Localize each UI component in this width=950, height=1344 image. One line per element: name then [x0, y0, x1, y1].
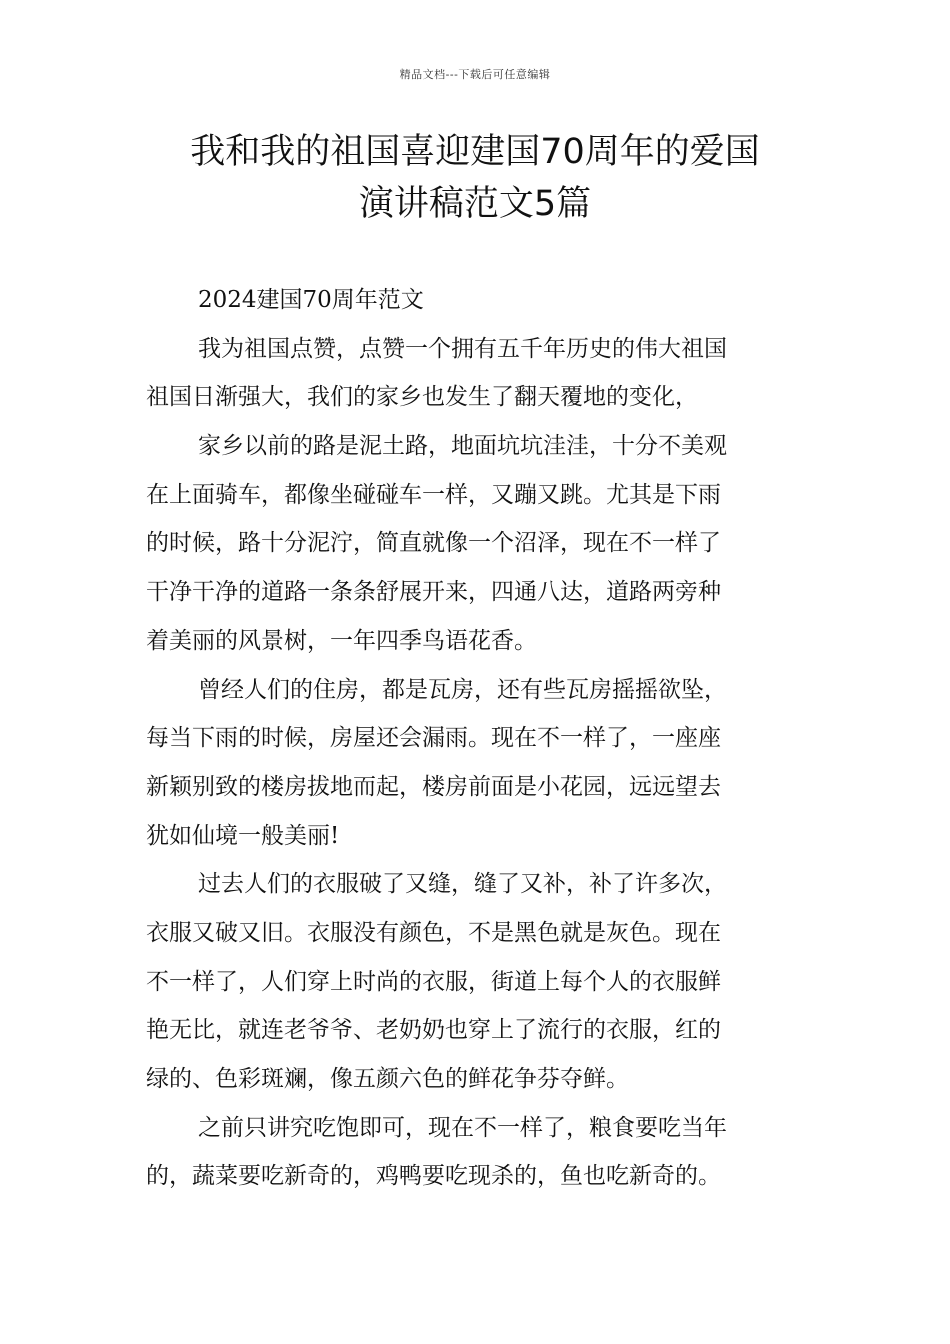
paragraph-4-line-1: 过去人们的衣服破了又缝，缝了又补，补了许多次，	[198, 871, 727, 898]
document-title	[100, 126, 850, 230]
paragraph-2-line-4: 干净干净的道路一条条舒展开来，四通八达，道路两旁种	[146, 579, 721, 606]
paragraph-4-line-5: 绿的、色彩斑斓，像五颜六色的鲜花争芬夺鲜。	[146, 1066, 629, 1092]
paragraph-3-line-1: 曾经人们的住房，都是瓦房，还有些瓦房摇摇欲坠，	[198, 676, 727, 703]
paragraph-3-line-2: 每当下雨的时候，房屋还会漏雨。现在不一样了，一座座	[146, 725, 721, 752]
paragraph-2-line-1: 家乡以前的路是泥土路，地面坑坑洼洼，十分不美观	[198, 433, 727, 460]
paragraph-1-line-2: 祖国日渐强大，我们的家乡也发生了翻天覆地的变化，	[146, 384, 698, 411]
paragraph-2-line-2: 在上面骑车，都像坐碰碰车一样，又蹦又跳。尤其是下雨	[146, 481, 721, 508]
document-body	[146, 276, 810, 1201]
paragraph-3-line-3: 新颖别致的楼房拔地而起，楼房前面是小花园，远远望去	[146, 773, 721, 800]
paragraph-4-line-4: 艳无比，就连老爷爷、老奶奶也穿上了流行的衣服，红的	[146, 1017, 721, 1044]
paragraph-5-line-2: 的，蔬菜要吃新奇的，鸡鸭要吃现杀的，鱼也吃新奇的。	[146, 1163, 721, 1190]
paragraph-4-line-2: 衣服又破又旧。衣服没有颜色，不是黑色就是灰色。现在	[146, 919, 721, 946]
subtitle-line: 2024建国70周年范文	[198, 287, 424, 313]
paragraph-5-line-1: 之前只讲究吃饱即可，现在不一样了，粮食要吃当年	[198, 1114, 727, 1141]
paragraph-2-line-5: 着美丽的风景树，一年四季鸟语花香。	[146, 627, 537, 654]
title-line-2: 演讲稿范文5篇	[358, 184, 592, 224]
paragraph-3-line-4: 犹如仙境一般美丽!	[146, 822, 340, 849]
paragraph-1-line-1: 我为祖国点赞，点赞一个拥有五千年历史的伟大祖国	[198, 335, 727, 362]
paragraph-2-line-3: 的时候，路十分泥泞，简直就像一个沼泽，现在不一样了	[146, 530, 721, 557]
header-note: 精品文档---下载后可任意编辑	[399, 68, 551, 81]
paragraph-4-line-3: 不一样了，人们穿上时尚的衣服，街道上每个人的衣服鲜	[146, 968, 721, 995]
title-line-1: 我和我的祖国喜迎建国70周年的爱国	[190, 132, 760, 172]
